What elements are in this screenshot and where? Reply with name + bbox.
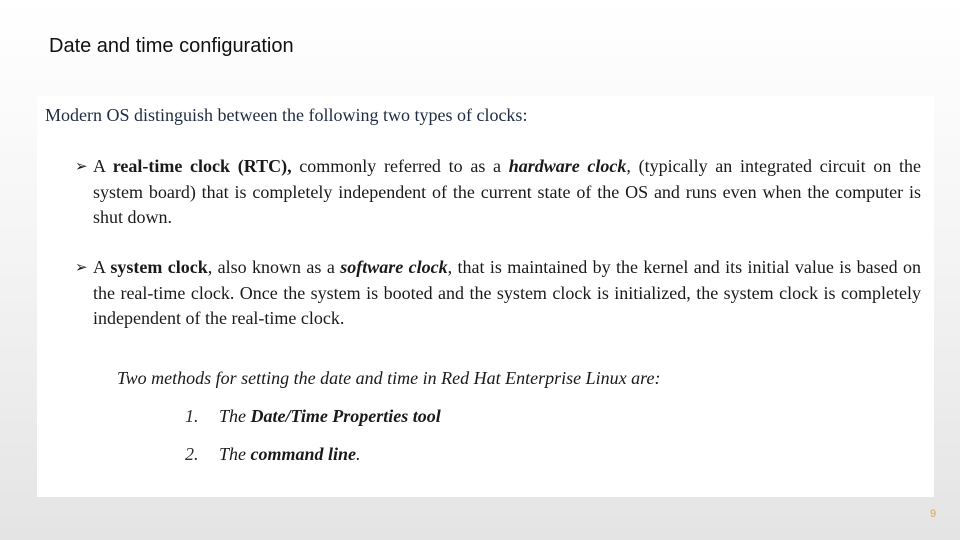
bullet-rest: , (typically an integrated circuit on the system board) that is completely independent of the current state of the OS and runs even when the computer is shut down.: [93, 156, 922, 227]
slide-title: Date and time configuration: [49, 35, 294, 57]
methods-intro: Two methods for setting the date and time in Red Hat Enterprise Linux are:: [117, 368, 661, 388]
method-number: 1.: [185, 406, 199, 426]
intro-text: Modern OS distinguish between the following two types of clocks:: [45, 105, 528, 125]
method-item: [185, 444, 361, 465]
bullet-rtc: [75, 154, 922, 231]
method-name: command line: [250, 444, 357, 464]
bullet-term: real-time clock (RTC),: [112, 156, 292, 176]
bullet-lead: A: [93, 156, 113, 176]
method-prefix: The: [219, 444, 251, 464]
content-box: [37, 96, 934, 497]
bullet-lead: A: [93, 257, 111, 277]
bullet-alias: hardware clock: [508, 156, 627, 176]
method-prefix: The: [219, 406, 251, 426]
arrow-bullet-icon: ➢: [75, 258, 88, 276]
bullet-system-clock: [75, 255, 921, 332]
method-name: Date/Time Properties tool: [250, 406, 441, 426]
bullet-mid: commonly referred to as a: [291, 156, 509, 176]
bullet-term: system clock: [110, 257, 208, 277]
method-suffix: .: [356, 444, 361, 464]
page-number: 9: [930, 508, 937, 520]
bullet-alias: software clock: [340, 257, 448, 277]
method-number: 2.: [185, 444, 199, 464]
method-item: [185, 406, 441, 427]
arrow-bullet-icon: ➢: [75, 157, 88, 175]
bullet-rest: , that is maintained by the kernel and its initial value is based on the real-time clock. Once the system is booted and the system clock is initialized, the system clock is completely independent of the real-time clock.: [93, 257, 921, 328]
bullet-mid: , also known as a: [207, 257, 341, 277]
